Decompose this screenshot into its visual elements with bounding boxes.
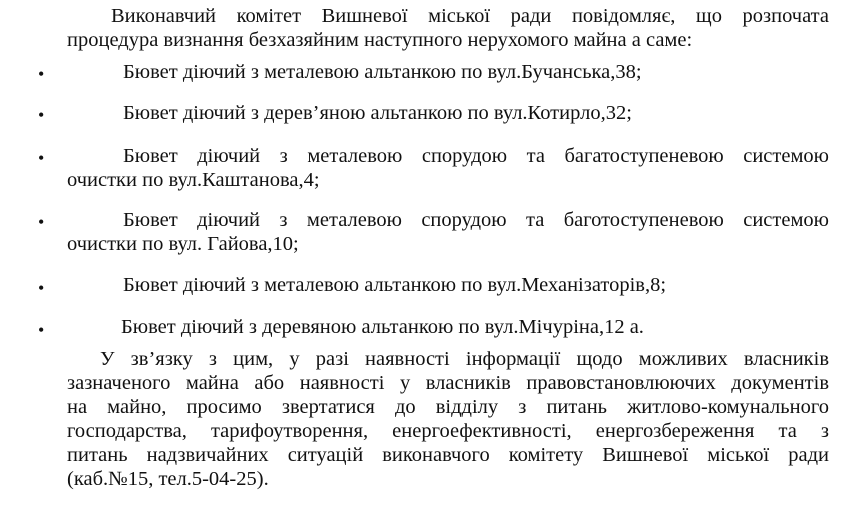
closing-line-6: (каб.№15, тел.5-04-25). bbox=[67, 468, 269, 490]
closing-line-4: господарства, тарифоутворення, енергоефективності, енергозбереження та з bbox=[67, 420, 829, 442]
list-bullet: • bbox=[38, 320, 45, 340]
closing-line-3: на майно, просимо звертатися до відділу з питань житлово-комунального bbox=[67, 396, 829, 418]
closing-line-5: питань надзвичайних ситуацій виконавчого комітету Вишневої міської ради bbox=[67, 444, 829, 466]
list-item-4-line-1: Бювет діючий з металевою спорудою та баготоступеневою системою bbox=[123, 209, 829, 231]
list-item-5: Бювет діючий з металевою альтанкою по вул.Механізаторів,8; bbox=[123, 274, 667, 296]
list-item-2: Бювет діючий з дерев’яною альтанкою по вул.Котирло,32; bbox=[123, 102, 632, 124]
closing-line-2: зазначеного майна або наявності у власників правовстановлюючих документів bbox=[67, 372, 829, 394]
list-item-4-line-2: очистки по вул. Гайова,10; bbox=[67, 233, 299, 255]
list-item-6: Бювет діючий з деревяною альтанкою по вул.Мічуріна,12 а. bbox=[121, 316, 644, 338]
list-bullet: • bbox=[38, 148, 45, 168]
intro-line-1: Виконавчий комітет Вишневої міської ради повідомляє, що розпочата bbox=[111, 5, 829, 27]
list-bullet: • bbox=[38, 105, 45, 125]
closing-line-1: У зв’язку з цим, у разі наявності інформації щодо можливих власників bbox=[100, 348, 829, 370]
list-item-3-line-2: очистки по вул.Каштанова,4; bbox=[67, 169, 320, 191]
list-item-1: Бювет діючий з металевою альтанкою по вул.Бучанська,38; bbox=[123, 61, 642, 83]
list-bullet: • bbox=[38, 278, 45, 298]
intro-line-2: процедура визнання безхазяйним наступного нерухомого майна а саме: bbox=[67, 29, 693, 51]
list-item-3-line-1: Бювет діючий з металевою спорудою та багатоступеневою системою bbox=[123, 145, 829, 167]
list-bullet: • bbox=[38, 212, 45, 232]
list-bullet: • bbox=[38, 64, 45, 84]
